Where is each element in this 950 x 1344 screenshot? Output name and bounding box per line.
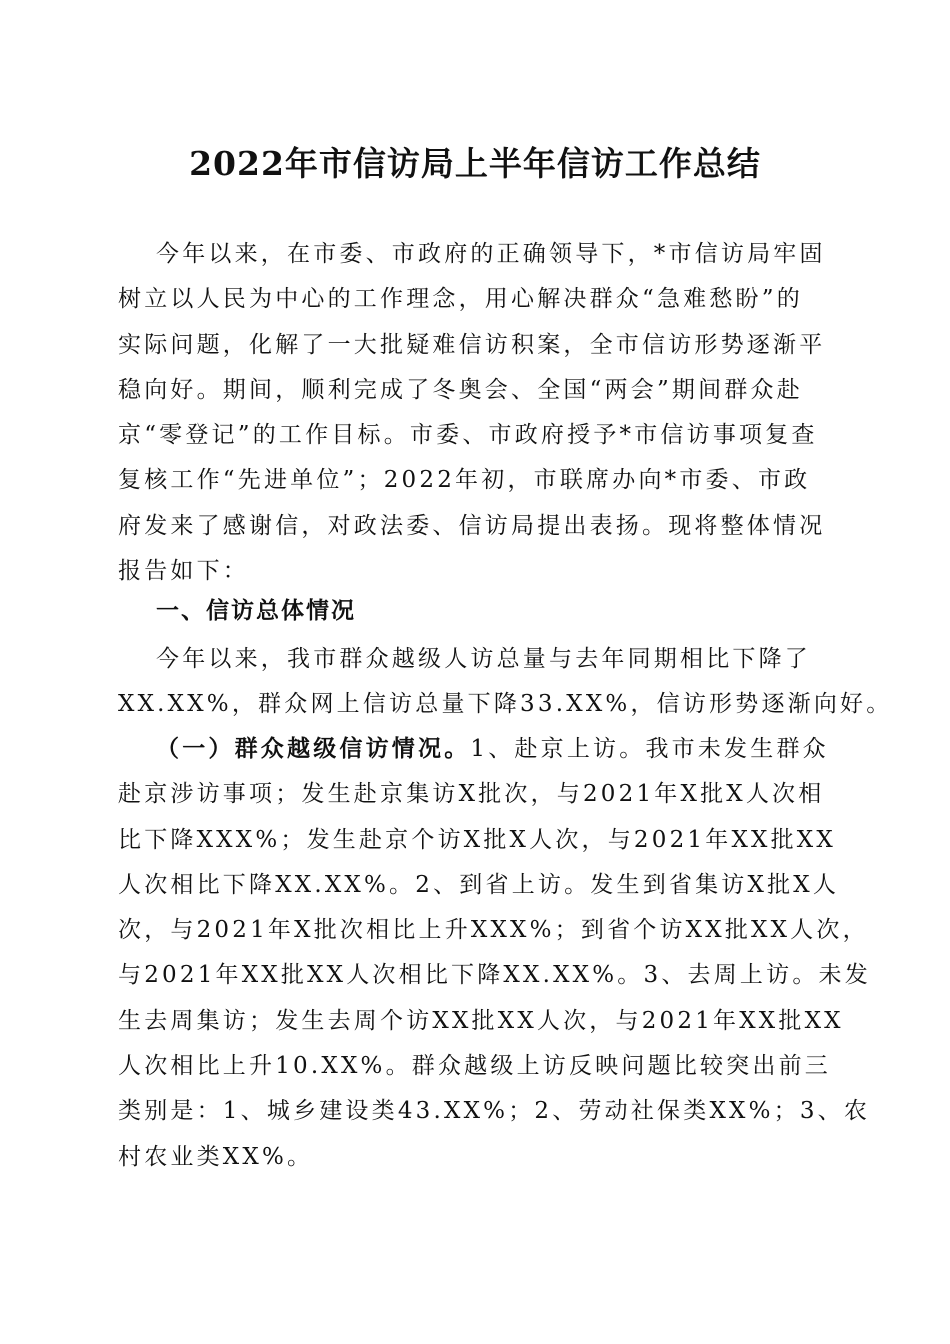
section-heading: 一、信访总体情况 [156,598,356,624]
overview-line: XX.XX%，群众网上信访总量下降33.XX%，信访形势逐渐向好。 [118,691,893,718]
petition-line: 生去周集访；发生去周个访XX批XX人次，与2021年XX批XX [118,1007,844,1034]
petition-paragraph [118,727,871,1180]
petition-line: 赴京涉访事项；发生赴京集访X批次，与2021年X批X人次相 [118,781,825,808]
overview-line: 今年以来，我市群众越级人访总量与去年同期相比下降了 [156,646,811,672]
petition-line: 村农业类XX%。 [118,1143,314,1170]
intro-line: 树立以人民为中心的工作理念，用心解决群众“急难愁盼”的 [118,286,803,313]
petition-first-line [118,727,833,772]
intro-line: 报告如下： [118,558,249,585]
petition-first-line-text: 1、赴京上访。我市未发生群众 [470,736,829,762]
intro-line: 今年以来，在市委、市政府的正确领导下，*市信访局牢固 [156,241,826,267]
document-title: 2022年市信访局上半年信访工作总结 [189,144,761,183]
petition-line: 类别是：1、城乡建设类43.XX%；2、劳动社保类XX%；3、农 [118,1098,871,1125]
intro-line: 稳向好。期间，顺利完成了冬奥会、全国“两会”期间群众赴 [118,376,803,403]
subsection-heading: （一）群众越级信访情况。 [156,736,471,762]
intro-line: 府发来了感谢信，对政法委、信访局提出表扬。现将整体情况 [118,512,826,539]
intro-line: 实际问题，化解了一大批疑难信访积案，全市信访形势逐渐平 [118,331,826,358]
petition-line: 比下降XXX%；发生赴京个访X批X人次，与2021年XX批XX [118,826,836,853]
intro-line: 复核工作“先进单位”；2022年初，市联席办向*市委、市政 [118,467,811,494]
petition-line: 人次相比下降XX.XX%。2、到省上访。发生到省集访X批X人 [118,871,840,898]
overview-paragraph [118,637,893,728]
petition-line: 人次相比上升10.XX%。群众越级上访反映问题比较突出前三 [118,1053,831,1080]
intro-line: 京“零登记”的工作目标。市委、市政府授予*市信访事项复查 [118,422,818,449]
petition-line: 与2021年XX批XX人次相比下降XX.XX%。3、去周上访。未发 [118,962,871,989]
intro-paragraph [118,232,833,594]
petition-line: 次，与2021年X批次相比上升XXX%；到省个访XX批XX人次， [118,917,869,944]
